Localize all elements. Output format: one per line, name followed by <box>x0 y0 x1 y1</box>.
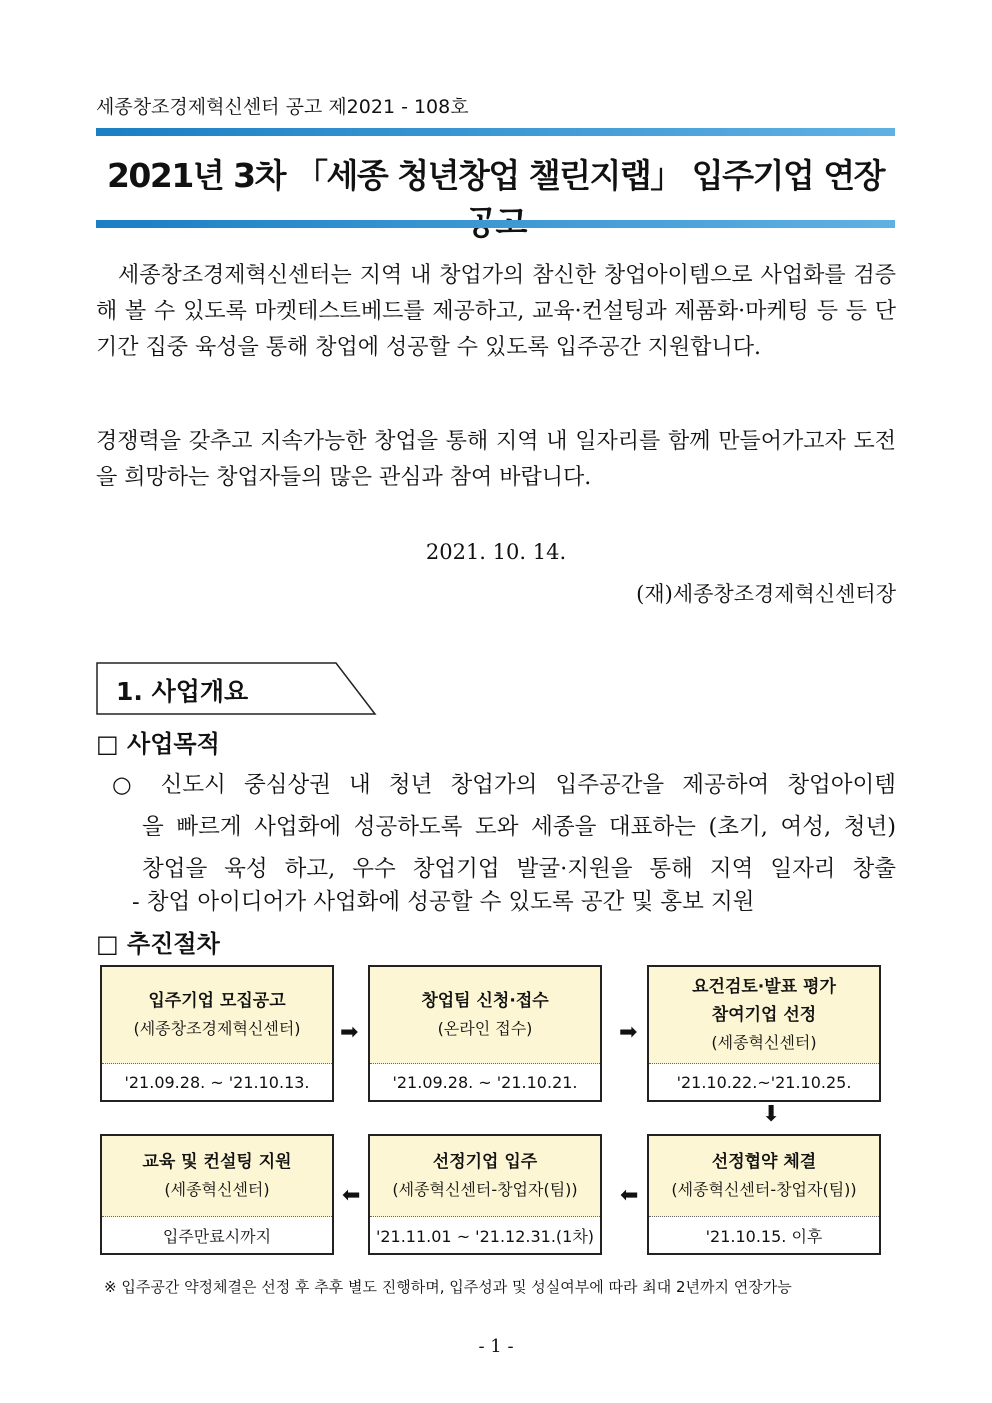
step-date: '21.10.15. 이후 <box>705 1226 823 1246</box>
step-title: 선정협약 체결 <box>711 1152 817 1172</box>
title-bottom-bar <box>96 220 895 228</box>
procedure-heading: □ 추진절차 <box>96 929 220 958</box>
step-education <box>100 1134 334 1255</box>
step-date: '21.09.28. ~ '21.10.13. <box>124 1072 310 1092</box>
purpose-line-1: ○ 신도시 중심상권 내 청년 창업가의 입주공간을 제공하여 창업아이템 <box>112 772 896 798</box>
step-org: (세종혁신센터-창업자(팀)) <box>392 1180 578 1199</box>
intro-paragraph-2: 경쟁력을 갖추고 지속가능한 창업을 통해 지역 내 일자리를 함께 만들어가고자 도전을 희망하는 창업자들의 많은 관심과 참여 바랍니다. <box>96 429 896 490</box>
step-date: '21.09.28. ~ '21.10.21. <box>392 1072 578 1092</box>
step-org: (세종혁신센터) <box>711 1033 817 1052</box>
issuer: (재)세종창조경제혁신센터장 <box>636 582 896 606</box>
purpose-sub-bullet: - 창업 아이디어가 사업화에 성공할 수 있도록 공간 및 홍보 지원 <box>132 889 755 915</box>
step-date: '21.11.01 ~ '21.12.31.(1차) <box>375 1226 595 1246</box>
step-application <box>368 965 602 1102</box>
intro-paragraph-1: 세종창조경제혁신센터는 지역 내 창업가의 참신한 창업아이템으로 사업화를 검증해 볼 수 있도록 마켓테스트베드를 제공하고, 교육·컨설팅과 제품화·마케팅 등 등 단기간 집중 육성을 통해 창업에 성공할 수 있도록 입주공간 지원합니다. <box>96 263 896 360</box>
step-title: 창업팀 신청·접수 <box>421 991 549 1011</box>
page-number: - 1 - <box>478 1336 514 1357</box>
step-evaluation <box>647 965 881 1102</box>
purpose-line-2: 을 빠르게 사업화에 성공하도록 도와 세종을 대표하는 (초기, 여성, 청년) <box>142 814 896 840</box>
arrow-right-icon: ➡ <box>340 1020 359 1045</box>
step-org: (온라인 접수) <box>437 1019 533 1038</box>
step-date: '21.10.22.~'21.10.25. <box>676 1072 852 1092</box>
footnote: ※ 입주공간 약정체결은 선정 후 추후 별도 진행하며, 입주성과 및 성실여부에 따라 최대 2년까지 연장가능 <box>104 1278 792 1296</box>
arrow-right-icon: ➡ <box>619 1020 638 1045</box>
section-title: 1. 사업개요 <box>116 677 249 706</box>
step-date: 입주만료시까지 <box>162 1226 272 1246</box>
step-agreement <box>647 1134 881 1255</box>
arrow-down-icon: ⬇ <box>762 1102 781 1127</box>
step-title: 교육 및 컨설팅 지원 <box>142 1152 292 1172</box>
step-org: (세종혁신센터) <box>164 1180 270 1199</box>
step-title: 입주기업 모집공고 <box>148 991 286 1011</box>
purpose-bullet <box>112 764 896 890</box>
step-title: 선정기업 입주 <box>432 1152 538 1172</box>
document-title: 2021년 3차 「세종 청년창업 챌린지랩」 입주기업 연장 <box>106 156 885 195</box>
step-move-in <box>368 1134 602 1255</box>
arrow-left-icon: ⬅ <box>620 1183 639 1208</box>
step-title-2: 참여기업 선정 <box>711 1005 817 1025</box>
arrow-left-icon: ⬅ <box>342 1183 361 1208</box>
step-org: (세종혁신센터-창업자(팀)) <box>671 1180 857 1199</box>
notice-number: 세종창조경제혁신센터 공고 제2021 - 108호 <box>96 96 469 118</box>
notice-date: 2021. 10. 14. <box>425 540 567 564</box>
title-top-bar <box>96 128 895 136</box>
step-recruit-notice <box>100 965 334 1102</box>
purpose-heading: □ 사업목적 <box>96 729 220 758</box>
purpose-line-3: 창업을 육성 하고, 우수 창업기업 발굴·지원을 통해 지역 일자리 창출 <box>142 856 896 882</box>
step-title: 요건검토·발표 평가 <box>692 977 836 997</box>
step-org: (세종창조경제혁신센터) <box>133 1019 301 1038</box>
